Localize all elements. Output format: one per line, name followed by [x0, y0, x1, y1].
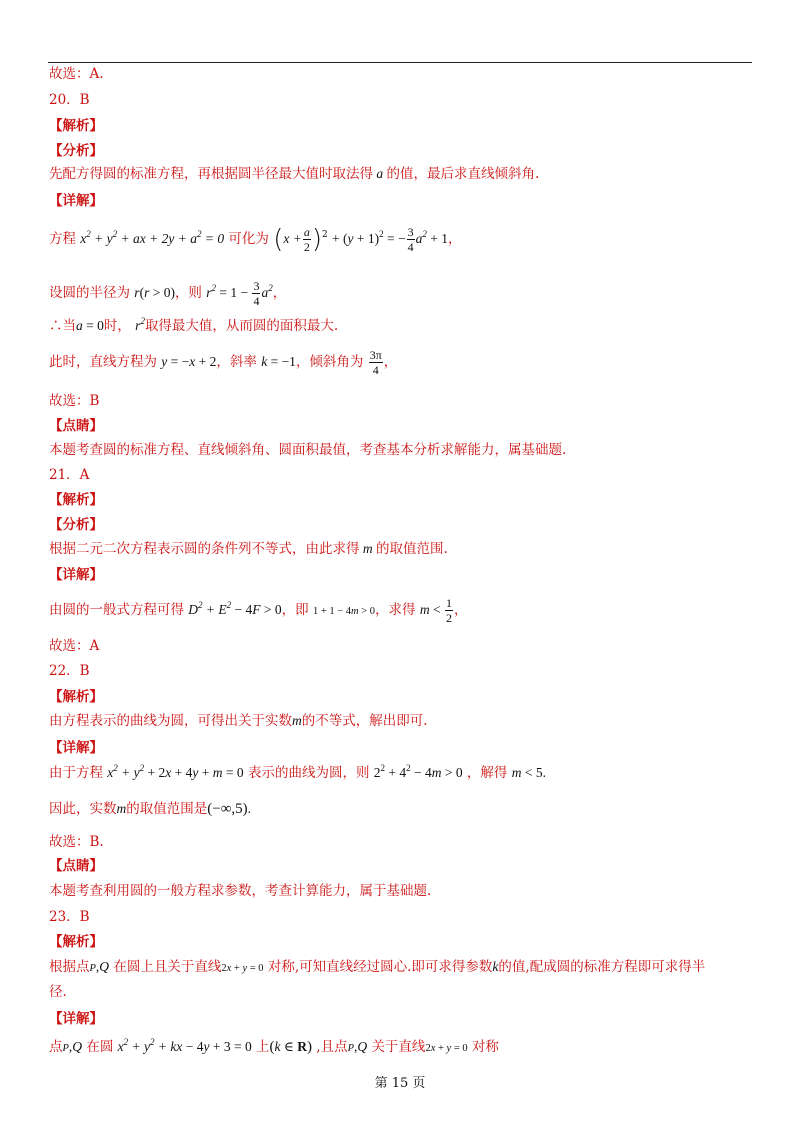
section-label: 【详解】: [49, 567, 103, 583]
section-label: 【点睛】: [49, 858, 103, 874]
section-label: 【详解】: [49, 193, 103, 209]
text-line: 由方程表示的曲线为圆，可得出关于实数m的不等式，解出即可.: [49, 713, 428, 729]
text-line: 故选：A.: [49, 66, 104, 82]
section-label: 【详解】: [49, 740, 103, 756]
text-line: 故选：B: [49, 393, 100, 409]
text-line: 根据二元二次方程表示圆的条件列不等式，由此求得 m 的取值范围.: [49, 541, 448, 557]
answer-heading: 22．B: [49, 663, 90, 679]
text-line: 因此，实数m的取值范围是(−∞,5).: [49, 801, 252, 817]
equation-line: 方程 $x^2 + y^2$ + ax + $2y + a^2 = 0$ 可化为 (x + $\frac{a}{2}$ )$^2 + (y + 1)^2$ = − $\frac{3}{4}$ $a^2 + 1$，: [49, 224, 462, 255]
section-label: 【解析】: [49, 689, 103, 705]
section-label: 【详解】: [49, 1011, 103, 1027]
text-line: 故选：B.: [49, 834, 104, 850]
section-label: 【解析】: [49, 492, 103, 508]
equation-line: 设圆的半径为 r(r > 0)，则 $r^2 = 1$ − $\frac{3}{4}$ $a^2$，: [49, 279, 287, 308]
equation-line: 点P,Q 在圆 $x^2 + y^2$ + kx − 4y + 3 = 0 上(k ∈ R) ,且点P,Q 关于直线2x + y = 0 对称: [49, 1037, 499, 1055]
text-line: 本题考查利用圆的一般方程求参数，考查计算能力，属于基础题.: [49, 883, 432, 899]
section-label: 【分析】: [49, 517, 103, 533]
equation-line: 由于方程 $x^2 + y^2 + 2x + 4y + m = 0$ 表示的曲线为圆，则 $2^2 + 4^2 - 4m > 0$ ，解得 m < 5.: [49, 763, 546, 781]
section-label: 【解析】: [49, 934, 103, 950]
text-line: ∴当a = 0时， $r^2$取得最大值，从而圆的面积最大.: [49, 316, 339, 334]
answer-heading: 21．A: [49, 467, 90, 483]
page-number: 第 15 页: [374, 1076, 426, 1091]
text-line: 先配方得圆的标准方程，再根据圆半径最大值时取法得 a 的值，最后求直线倾斜角.: [49, 166, 540, 182]
text-line: 径.: [49, 984, 67, 1000]
text-line: 本题考查圆的标准方程、直线倾斜角、圆面积最值，考查基本分析求解能力，属基础题.: [49, 442, 567, 458]
section-label: 【点睛】: [49, 418, 103, 434]
answer-heading: 23．B: [49, 909, 90, 925]
equation-line: 由圆的一般式方程可得 $D^2 + E^2 - 4F > 0$，即 1 + 1 − 4m > 0，求得 m < $\frac{1}{2}$ ，: [49, 596, 468, 625]
text-line: 故选：A: [49, 638, 100, 654]
equation-line: 此时，直线方程为 y = −x + 2，斜率 k = −1，倾斜角为 $\frac{3\pi}{4}$ ，: [49, 348, 398, 377]
section-label: 【解析】: [49, 118, 103, 134]
answer-heading: 20．B: [49, 92, 90, 108]
section-label: 【分析】: [49, 143, 103, 159]
text-line: 根据点P,Q 在圆上且关于直线2x + y = 0 对称,可知直线经过圆心.即可求得参数k的值,配成圆的标准方程即可求得半: [49, 959, 706, 975]
header-rule: [48, 62, 752, 63]
